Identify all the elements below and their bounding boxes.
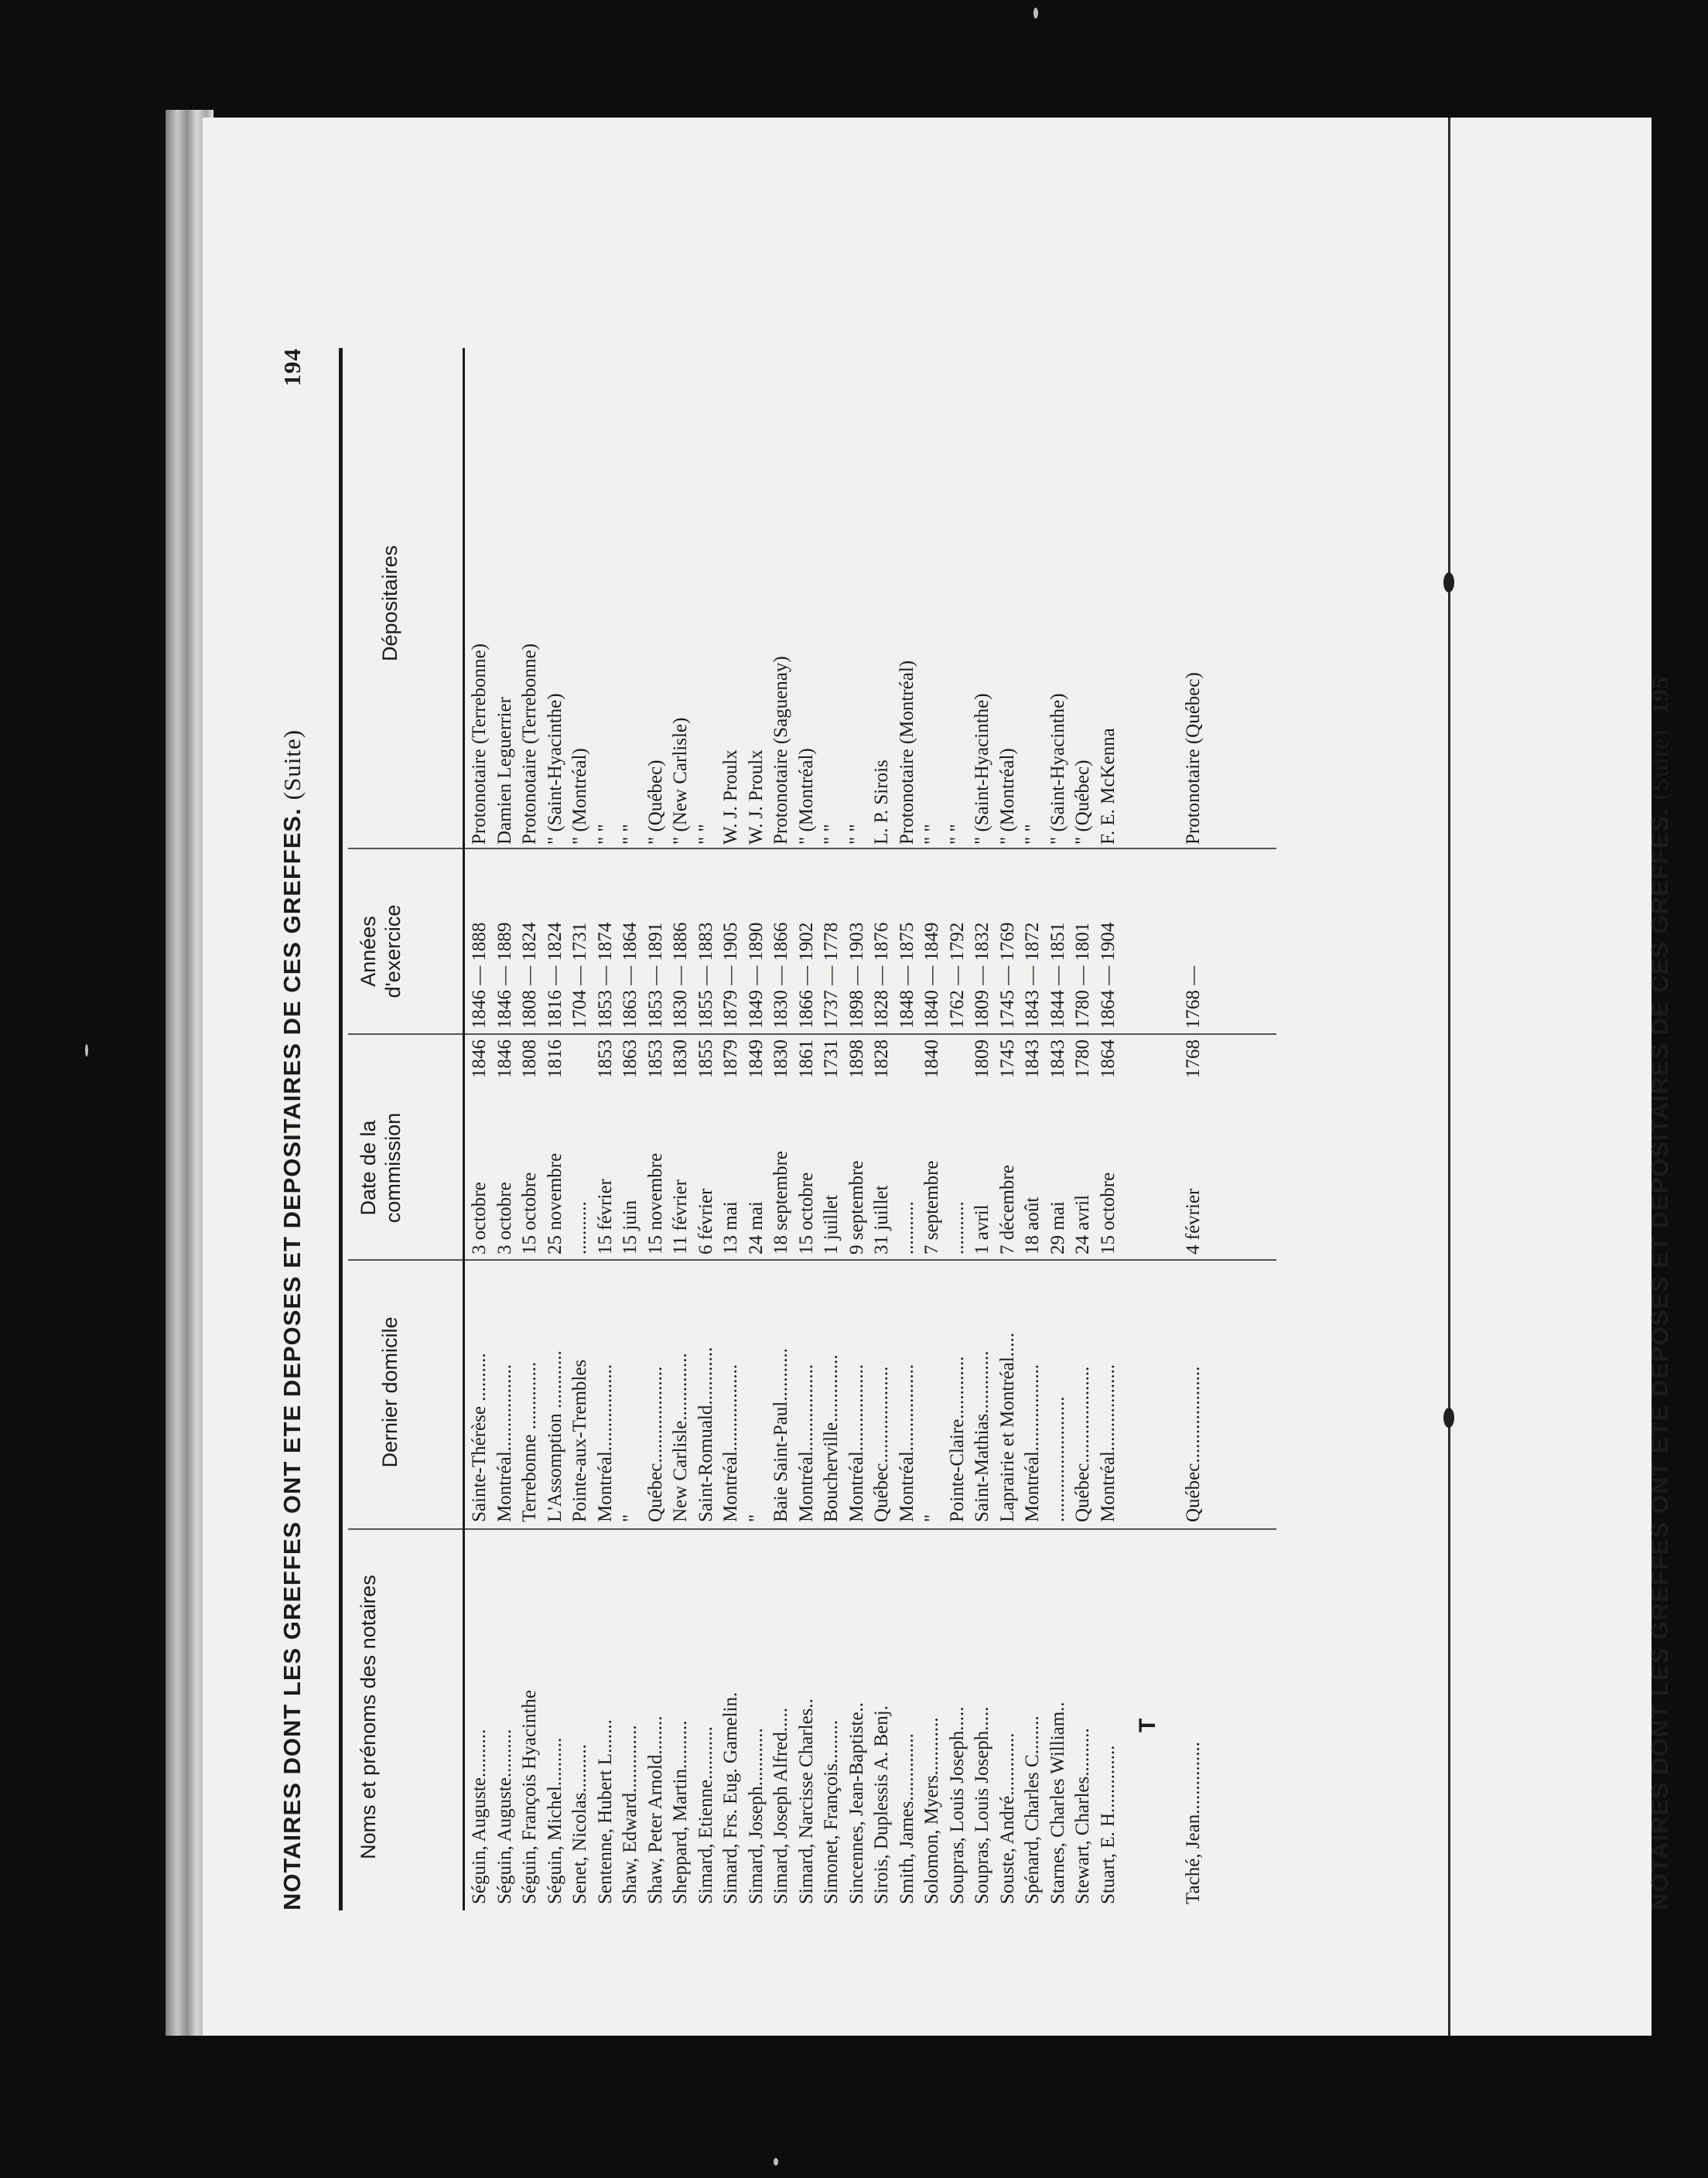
commission-date: 6 février — [695, 1188, 716, 1255]
years-of-practice: 1853 — 1891 — [644, 922, 666, 1029]
header-name: Noms et prénoms des notaires — [357, 1575, 380, 1859]
depositary: Damien Leguerrier — [494, 697, 515, 845]
depositary: Protonotaire (Terrebonne) — [519, 644, 540, 845]
column-headers — [348, 348, 464, 1910]
years-of-practice: 1780 — 1801 — [1072, 922, 1093, 1029]
last-domicile: Saint-Romuald............ — [695, 1347, 716, 1522]
commission-year: 1898 — [845, 1040, 867, 1078]
table-row — [493, 348, 518, 1910]
years-of-practice: 1840 — 1849 — [921, 922, 942, 1029]
running-title-suite: (Suite) — [278, 729, 306, 801]
table-row — [1071, 348, 1096, 1910]
commission-date: ........... — [946, 1201, 968, 1255]
years-of-practice: 1828 — 1876 — [871, 922, 892, 1029]
last-domicile: Montréal.................. — [896, 1364, 917, 1522]
notary-name: Souste, André............. — [996, 1732, 1018, 1904]
notary-name: Soupras, Louis Joseph..... — [972, 1706, 992, 1904]
years-of-practice: 1846 — 1889 — [494, 922, 515, 1029]
depositary: " (Montréal) — [569, 748, 590, 845]
table-row — [618, 348, 644, 1910]
last-domicile: Saint-Mathias............. — [972, 1350, 992, 1522]
years-of-practice: 1853 — 1874 — [594, 922, 616, 1029]
notary-name: Shaw, Peter Arnold........ — [644, 1715, 666, 1904]
last-domicile: .......................... — [1047, 1396, 1068, 1522]
last-domicile: Pointe-Claire............. — [946, 1356, 968, 1522]
table-row — [794, 348, 820, 1910]
commission-date: 24 mai — [745, 1201, 767, 1255]
depositary: " (Saint-Hyacinthe) — [972, 693, 992, 845]
header-rule — [463, 348, 465, 1910]
depositary: W. J. Proulx — [720, 749, 741, 845]
last-domicile: Québec.................... — [644, 1366, 666, 1522]
notary-name: Soupras, Louis Joseph..... — [946, 1706, 968, 1904]
commission-year: 1840 — [921, 1040, 942, 1078]
years-of-practice: 1844 — 1851 — [1047, 922, 1068, 1029]
page-number: 194 — [278, 348, 306, 387]
commission-date: 15 février — [594, 1179, 616, 1255]
last-domicile: " — [620, 1514, 640, 1522]
table-body — [467, 348, 1207, 1910]
notary-name: Simonet, François......... — [821, 1719, 842, 1904]
table-row — [1181, 348, 1207, 1910]
running-title: NOTAIRES DONT LES GREFFES ONT ETE DEPOSES ET DEPOSITAIRES DE CES GREFFES. — [1646, 807, 1673, 1910]
notary-name: Senet, Nicolas.......... — [569, 1744, 590, 1904]
notary-name: Stuart, E. H.............. — [1097, 1745, 1119, 1904]
last-domicile: New Carlisle.............. — [670, 1353, 691, 1522]
notary-name: Séguin, Auguste.......... — [494, 1729, 515, 1904]
notary-name: Shaw, Edward.............. — [620, 1725, 640, 1904]
table-row — [769, 348, 794, 1910]
commission-date: 3 octobre — [494, 1182, 515, 1255]
commission-year: 1830 — [670, 1040, 691, 1078]
table-row — [568, 348, 593, 1910]
depositary: " " — [620, 824, 640, 845]
commission-date: 7 septembre — [921, 1160, 942, 1255]
depositary: " (Québec) — [1072, 760, 1093, 845]
commission-date: 3 octobre — [469, 1182, 490, 1255]
years-of-practice: 1737 — 1778 — [821, 922, 842, 1029]
depositary: W. J. Proulx — [745, 749, 767, 845]
table-row — [845, 348, 870, 1910]
years-of-practice: 1830 — 1866 — [770, 922, 791, 1029]
commission-year: 1828 — [871, 1040, 892, 1078]
header-domicile: Dernier domicile — [378, 1316, 401, 1468]
years-of-practice: 1768 — — [1183, 965, 1204, 1029]
binding-thread-mark — [1443, 572, 1454, 592]
years-of-practice: 1898 — 1903 — [845, 922, 867, 1029]
top-rule — [339, 348, 343, 1910]
notary-name: Taché, Jean............... — [1183, 1742, 1204, 1904]
depositary: Protonotaire (Saguenay) — [770, 656, 791, 845]
years-of-practice: 1846 — 1888 — [469, 922, 490, 1029]
commission-date: 1 juillet — [821, 1194, 842, 1255]
years-of-practice: 1849 — 1890 — [745, 922, 767, 1029]
last-domicile: Montréal.................. — [845, 1364, 867, 1522]
commission-year: 1879 — [720, 1040, 741, 1078]
notary-name: Simard, Frs. Eug. Gamelin. — [720, 1692, 741, 1904]
last-domicile: Québec.................... — [871, 1366, 892, 1522]
commission-year: 1745 — [996, 1040, 1018, 1078]
commission-date: 15 octobre — [1097, 1172, 1119, 1255]
table-row — [518, 348, 543, 1910]
table-row — [945, 348, 971, 1910]
table-row — [970, 348, 996, 1910]
commission-date: 13 mai — [720, 1201, 741, 1255]
table-row — [694, 348, 719, 1910]
depositary: " (Montréal) — [996, 748, 1018, 845]
notary-name: Simard, Joseph............ — [745, 1728, 767, 1904]
last-domicile: Montréal.................. — [1022, 1364, 1043, 1522]
years-of-practice: 1830 — 1886 — [670, 922, 691, 1029]
depositary: " " — [821, 824, 842, 845]
header-depositaires: Dépositaires — [378, 544, 401, 662]
header-years: Années d'exercice — [357, 904, 405, 999]
notary-name: Smith, James.............. — [896, 1733, 917, 1904]
depositary: " " — [946, 824, 968, 845]
commission-year: 1843 — [1022, 1040, 1043, 1078]
depositary: L. P. Sirois — [871, 760, 892, 845]
running-title-suite: (Suite) — [1646, 729, 1673, 801]
depositary: Protonotaire (Terrebonne) — [469, 644, 490, 845]
depositary: " " — [1022, 824, 1043, 845]
commission-year: 1861 — [795, 1040, 817, 1078]
last-domicile: Montréal.................. — [720, 1364, 741, 1522]
years-of-practice: 1866 — 1902 — [795, 922, 817, 1029]
commission-year: 1843 — [1047, 1040, 1068, 1078]
last-domicile: Québec.................... — [1072, 1366, 1093, 1522]
last-domicile: " — [921, 1514, 942, 1522]
table-row — [744, 348, 770, 1910]
notary-name: Starnes, Charles William.. — [1047, 1702, 1068, 1904]
notary-name: Séguin, François Hyacinthe — [519, 1689, 540, 1904]
commission-year: 1855 — [695, 1040, 716, 1078]
table-row — [869, 348, 895, 1910]
last-domicile: Québec.................... — [1183, 1366, 1204, 1522]
commission-year: 1809 — [972, 1040, 992, 1078]
commission-year: 1853 — [594, 1040, 616, 1078]
years-of-practice: 1855 — 1883 — [695, 922, 716, 1029]
table-row — [719, 348, 744, 1910]
running-title: NOTAIRES DONT LES GREFFES ONT ETE DEPOSES ET DEPOSITAIRES DE CES GREFFES. — [278, 807, 306, 1910]
depositary: " (Montréal) — [795, 748, 817, 845]
notary-name: Séguin, Michel.......... — [544, 1737, 565, 1904]
commission-date: 31 juillet — [871, 1185, 892, 1255]
notary-name: Simard, Etienne........... — [695, 1726, 716, 1904]
commission-year: 1853 — [644, 1040, 666, 1078]
commission-date: 18 août — [1022, 1197, 1043, 1255]
section-letter-row — [1121, 348, 1181, 1910]
commission-year: 1846 — [469, 1040, 490, 1078]
right-page-content — [1646, 348, 1708, 1910]
table-row — [895, 348, 921, 1910]
binding-thread-mark — [1443, 1408, 1454, 1428]
depositary: Protonotaire (Montréal) — [896, 660, 917, 845]
last-domicile: Sainte-Thérèse .......... — [469, 1353, 490, 1522]
years-of-practice: 1863 — 1864 — [620, 922, 640, 1029]
running-head-right — [1646, 348, 1693, 1910]
page-number: 195 — [1646, 675, 1673, 715]
notary-name: Sirois, Duplessis A. Benj. — [871, 1705, 892, 1904]
commission-date: 15 octobre — [519, 1172, 540, 1255]
table-row — [920, 348, 945, 1910]
last-domicile: Montréal.................. — [1097, 1364, 1119, 1522]
years-of-practice: 1808 — 1824 — [519, 922, 540, 1029]
commission-year: 1830 — [770, 1040, 791, 1078]
commission-year: 1863 — [620, 1040, 640, 1078]
last-domicile: Baie Saint-Paul........... — [770, 1348, 791, 1522]
depositary: " " — [921, 824, 942, 845]
notary-name: Sentenne, Hubert L....... — [594, 1719, 616, 1904]
commission-year: 1808 — [519, 1040, 540, 1078]
dust-speck — [774, 2158, 778, 2166]
last-domicile: Montréal.................. — [594, 1364, 616, 1522]
notary-name: Stewart, Charles.......... — [1072, 1728, 1093, 1904]
table-row — [1046, 348, 1071, 1910]
years-of-practice: 1879 — 1905 — [720, 922, 741, 1029]
table-page-content — [278, 348, 1346, 1910]
commission-date: 15 novembre — [644, 1152, 666, 1255]
last-domicile: " — [745, 1514, 767, 1522]
commission-date: 18 septembre — [770, 1151, 791, 1255]
table-row — [1096, 348, 1122, 1910]
depositary: " (Saint-Hyacinthe) — [544, 693, 565, 845]
commission-date: 15 juin — [620, 1200, 640, 1255]
commission-date: 1 avril — [972, 1204, 992, 1255]
depositary: F. E. McKenna — [1097, 728, 1119, 845]
commission-date: 25 novembre — [544, 1152, 565, 1255]
dust-speck — [85, 1044, 88, 1057]
depositary: " (Québec) — [644, 760, 666, 845]
depositary: " " — [845, 824, 867, 845]
years-of-practice: 1864 — 1904 — [1097, 922, 1119, 1029]
notary-name: Simard, Narcisse Charles.. — [795, 1698, 817, 1904]
last-domicile: Laprairie et Montréal..... — [996, 1332, 1018, 1522]
commission-year: 1768 — [1183, 1040, 1204, 1078]
table-row — [1020, 348, 1046, 1910]
depositary: " " — [594, 824, 616, 845]
commission-year: 1864 — [1097, 1040, 1119, 1078]
table-row — [996, 348, 1021, 1910]
years-of-practice: 1762 — 1792 — [946, 922, 968, 1029]
dust-speck — [1033, 8, 1038, 19]
commission-date: ........... — [569, 1201, 590, 1255]
notary-name: Sincennes, Jean-Baptiste.. — [845, 1702, 867, 1904]
right-page — [1448, 118, 1652, 2036]
table-row — [819, 348, 845, 1910]
commission-date: 15 octobre — [795, 1172, 817, 1255]
years-of-practice: 1809 — 1832 — [972, 922, 992, 1029]
commission-date: 4 février — [1183, 1188, 1204, 1255]
depositary: Protonotaire (Québec) — [1183, 672, 1204, 845]
last-domicile: Pointe-aux-Trembles — [569, 1359, 590, 1522]
table-row — [593, 348, 619, 1910]
running-head — [278, 348, 325, 1910]
depositary: " " — [695, 824, 716, 845]
commission-year: 1849 — [745, 1040, 767, 1078]
years-of-practice: 1848 — 1875 — [896, 922, 917, 1029]
section-letter: T — [1135, 1718, 1160, 1732]
commission-date: 24 avril — [1072, 1194, 1093, 1255]
notary-name: Spénard, Charles C........ — [1022, 1715, 1043, 1904]
notary-name: Sheppard, Martin.......... — [670, 1720, 691, 1904]
table-row — [467, 348, 493, 1910]
commission-year: 1846 — [494, 1040, 515, 1078]
commission-date: 11 février — [670, 1179, 691, 1255]
notary-name: Simard, Joseph Alfred..... — [770, 1707, 791, 1904]
commission-date: 9 septembre — [845, 1160, 867, 1255]
commission-date: ........... — [896, 1201, 917, 1255]
years-of-practice: 1704 — 1731 — [569, 922, 590, 1029]
years-of-practice: 1843 — 1872 — [1022, 922, 1043, 1029]
commission-year: 1780 — [1072, 1040, 1093, 1078]
years-of-practice: 1816 — 1824 — [544, 922, 565, 1029]
last-domicile: Montréal.................. — [795, 1364, 817, 1522]
depositary: " (Saint-Hyacinthe) — [1047, 693, 1068, 845]
table-row — [644, 348, 669, 1910]
last-domicile: Montréal.................. — [494, 1364, 515, 1522]
commission-date: 7 décembre — [996, 1165, 1018, 1255]
header-date: Date de la commission — [357, 1112, 405, 1224]
table-row — [543, 348, 569, 1910]
years-of-practice: 1745 — 1769 — [996, 922, 1018, 1029]
last-domicile: Boucherville.............. — [821, 1354, 842, 1522]
table-row — [668, 348, 694, 1910]
commission-year: 1731 — [821, 1040, 842, 1078]
commission-year: 1816 — [544, 1040, 565, 1078]
commission-date: 29 mai — [1047, 1201, 1068, 1255]
notary-name: Séguin, Auguste.......... — [469, 1729, 490, 1904]
depositary: " (New Carlisle) — [670, 717, 691, 845]
notary-name: Solomon, Myers............ — [921, 1717, 942, 1904]
last-domicile: Terrebonne .............. — [519, 1361, 540, 1522]
last-domicile: L'Assomption ............ — [544, 1350, 565, 1522]
